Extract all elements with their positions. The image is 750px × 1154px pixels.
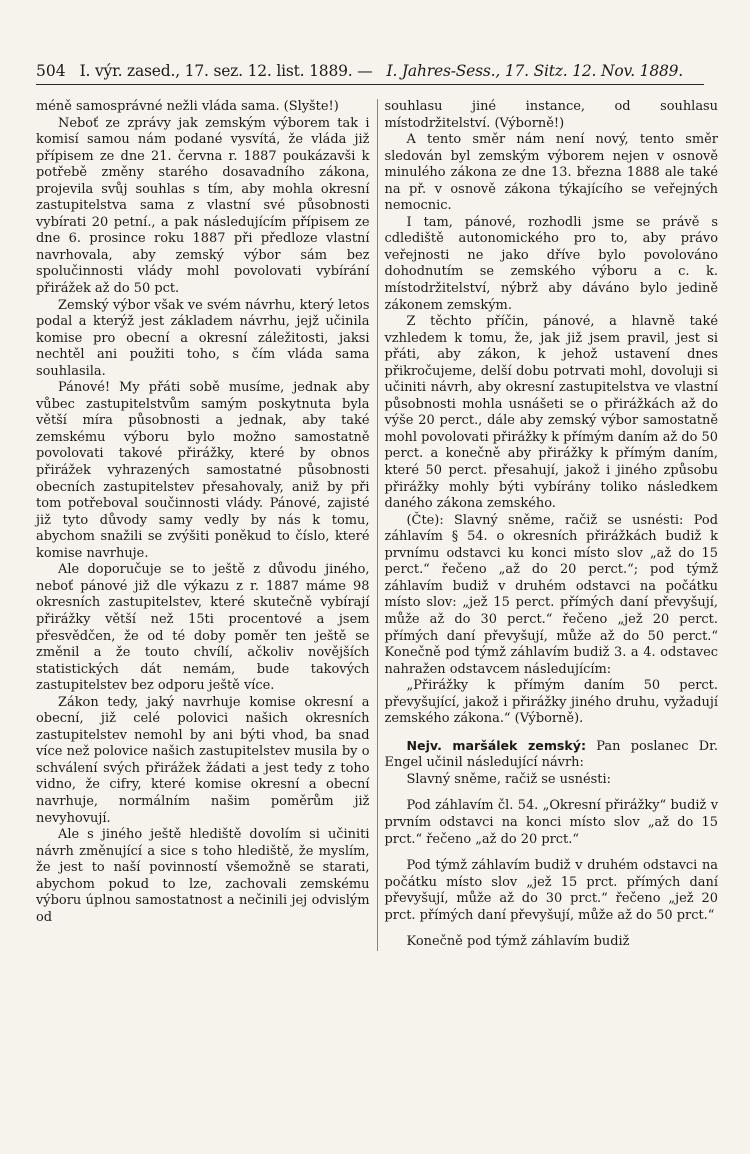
paragraph: Zemský výbor však ve svém návrhu, který letos podal a kterýž jest základem návrhu, jejž učinila komise pro obecní a okresní záležitosti, jaksi nechtěl ani použiti toho, s čím vláda sama souhlasila.: [36, 297, 370, 379]
paragraph: Ale s jiného ještě hlediště dovolím si učiniti návrh změnující a sice s toho hlediště, že myslím, že jest to naší povinností všemožně se starati, abychom pokud to lze, zachovali zemskému výboru úplnou samostatnost a nečinili jej odvislým od: [36, 827, 370, 925]
paragraph: Pánové! My přáti sobě musíme, jednak aby vůbec zastupitelstvům samým poskytnuta byla větší míra působnosti a jednak, aby také zemskému výboru bylo možno samostatně povolovati takové přirážky, které by obnos přirážek vyhrazených samostatné působnosti obecních zastupitelstev přesahovaly, aniž by při tom potřeboval součinnosti vlády. Pánové, zajisté již tyto důvody samy vedly by nás k tomu, abychom snažili se zvýšiti poněkud to číslo, které komise navrhuje.: [36, 380, 370, 561]
speaker-name: Nejv. maršálek zemský:: [406, 737, 587, 753]
paragraph: Z těchto příčin, pánové, a hlavně také vzhledem k tomu, že, jak již jsem pravil, jest si přáti, aby zákon, k jehož ustavení dnes přikročujeme, delší dobu potrvati mohl, dovoluji si učiniti návrh, aby okresní zastupitelstva ve vlastní působnosti mohla usnášeti se o přirážkách až do výše 20 perct., dále aby zemský výbor samostatně mohl povolovati přirážky k přímým daním až do 50 perct. a konečně aby přirážky k přímým daním, které 50 perct. přesahují, jakož i jiného způsobu přirážky mohly býti vybírány toliko následkem daného zákona zemského.: [384, 314, 718, 512]
right-column: [378, 99, 719, 951]
paragraph: Ale doporučuje se to ještě z důvodu jiného, neboť pánové již dle výkazu z r. 1887 máme 98 okresních zastupitelstev, které skutečně vybírají přirážky větší než 15ti procentové a jsem přesvědčen, že od té doby poměr ten ještě se změnil a že touto chvílí, ačkoliv novějších statistických dát nemám, bude takových zastupitelstev bez odporu ještě více.: [36, 562, 370, 694]
left-column: [36, 99, 378, 951]
header-rule: [36, 84, 704, 85]
paragraph: Konečně pod týmž záhlavím budiž: [406, 934, 630, 950]
header-german: I. Jahres-Sess., 17. Sitz. 12. Nov. 1889.: [386, 62, 684, 80]
paragraph: Pod záhlavím čl. 54. „Okresní přirážky“ budiž v prvním odstavci na konci místo slov „až do 15 prct.“ řečeno „až do 20 prct.“: [384, 798, 718, 847]
text-columns: [36, 99, 718, 951]
paragraph: Pod týmž záhlavím budiž v druhém odstavci na počátku místo slov „jež 15 prct. přímých daní převyšují, může až do 30 prct.“ řečeno „jež 20 prct. přímých daní převyšují, může až do 50 prct.“: [384, 858, 718, 923]
paragraph: (Čte): Slavný sněme, račiž se usnésti: Pod záhlavím § 54. o okresních přirážkách budiž k prvnímu odstavci ku konci místo slov „až do 15 perct.“ řečeno „až do 20 perct.“; pod týmž záhlavím budiž v druhém odstavci na počátku místo slov: „jež 15 perct. přímých daní převyšují, může až do 30 perct.“ řečeno „jež 20 perct. přímých daní převyšují, může až do 50 perct.“ Konečně pod týmž záhlavím budiž 3. a 4. odstavec nahražen odstavcem následujícím:: [384, 512, 718, 677]
speaker-paragraph: [385, 738, 719, 772]
header-czech: I. výr. zased., 17. sez. 12. list. 1889. —: [79, 62, 373, 80]
paragraph: A tento směr nám není nový, tento směr sledován byl zemským výborem nejen v osnově minulého zákona ze dne 13. března 1888 ale také na př. v osnově zákona týkajícího se veřejných nemocnic.: [384, 132, 718, 214]
paragraph: „Přirážky k přímým daním 50 perct. převyšující, jakož i přirážky jiného druhu, vyžadují zemského zákona.“ (Výborně).: [384, 678, 718, 727]
running-head: [36, 50, 718, 84]
paragraph: Slavný sněme, račiž se usnésti:: [406, 771, 611, 787]
page-number: 504: [36, 62, 66, 80]
paragraph: I tam, pánové, rozhodli jsme se právě s cdlediště autonomického pro to, aby právo veřejnosti ne jako dříve bylo povolováno dohodnutím se zemského výboru a c. k. místodržitelství, nýbrž aby dáváno bylo jedině zákonem zemským.: [384, 214, 718, 313]
paragraph: méně samosprávné nežli vláda sama. (Slyšte!): [36, 99, 339, 114]
paragraph: Neboť ze zprávy jak zemským výborem tak i komisí samou nám podané vysvítá, že vláda již přípisem ze dne 21. června r. 1887 poukázavši k potřebě změny starého dosavadního zákona, projevila svůj souhlas s tím, aby mohla okresní zastupitelstva sama z vlastní své působnosti vybírati 20 petní., a pak následujícím přípisem ze dne 6. prosince roku 1887 při předloze vlastní navrhovala, aby zemský výbor sám bez spolučinnosti vlády mohl povolovati vybírání přirážek až do 50 pct.: [36, 115, 370, 297]
paragraph: Zákon tedy, jaký navrhuje komise okresní a obecní, již celé polovici našich okresních zastupitelstev nemohl by ani býti vhod, ba snad více než polovice našich zastupitelstev musila by o schválení svých přirážek žádati a jest tedy z toho vidno, že cifry, které komise okresní a obecní navrhuje, normálním našim poměrům již nevyhovují.: [36, 694, 370, 826]
speaker-text: Pan poslanec Dr. Engel učinil následující návrh:: [384, 738, 718, 771]
paragraph: souhlasu jiné instance, od souhlasu místodržitelství. (Výborně!): [384, 99, 718, 131]
